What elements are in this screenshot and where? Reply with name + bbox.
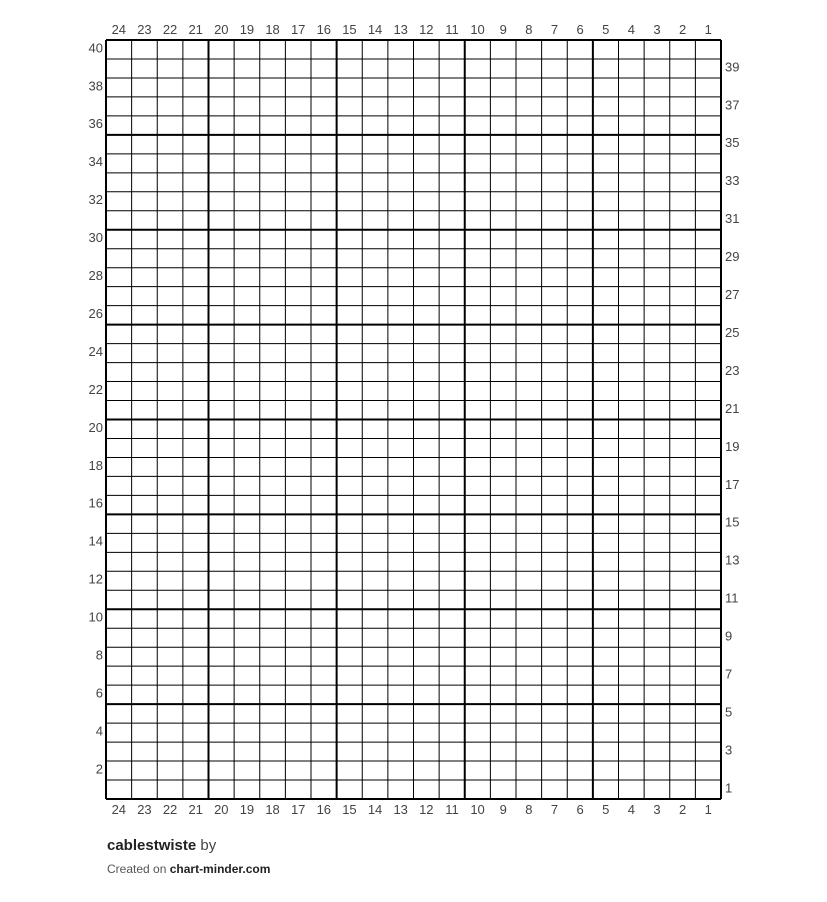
row-label-right: 3 [725, 742, 733, 758]
column-label-bottom: 11 [445, 802, 459, 817]
column-label-top: 3 [653, 22, 661, 37]
column-label-top: 16 [316, 22, 332, 37]
column-label-bottom: 13 [393, 802, 408, 817]
row-label-right: 29 [725, 249, 740, 265]
column-label-top: 18 [265, 22, 280, 37]
row-label-left: 14 [88, 533, 103, 549]
row-label-left: 38 [88, 78, 103, 94]
row-label-left: 32 [88, 192, 103, 208]
chart-footer [107, 836, 270, 878]
column-label-top: 10 [470, 22, 485, 37]
row-label-left: 8 [95, 647, 103, 663]
column-label-bottom: 24 [111, 802, 127, 817]
column-label-top: 19 [239, 22, 255, 37]
column-label-bottom: 6 [576, 802, 584, 817]
column-label-bottom: 15 [342, 802, 357, 817]
column-label-top: 8 [525, 22, 533, 37]
grid-lines [106, 40, 721, 799]
column-label-bottom: 4 [627, 802, 635, 817]
column-label-bottom: 10 [470, 802, 485, 817]
column-label-bottom: 8 [525, 802, 533, 817]
column-label-top: 21 [188, 22, 203, 37]
chart-by: by [200, 837, 217, 854]
row-label-left: 12 [88, 571, 103, 587]
row-label-left: 20 [88, 419, 103, 435]
column-label-top: 5 [602, 22, 610, 37]
row-label-right: 19 [725, 438, 740, 454]
column-label-bottom: 7 [550, 802, 559, 817]
chart-title-line [107, 836, 270, 856]
column-label-bottom: 23 [137, 802, 152, 817]
row-label-left: 18 [88, 457, 103, 473]
row-label-right: 25 [725, 324, 740, 340]
column-label-bottom: 21 [188, 802, 203, 817]
row-label-left: 30 [88, 230, 103, 246]
column-label-top: 23 [137, 22, 152, 37]
column-label-bottom: 17 [290, 802, 306, 817]
column-label-top: 11 [445, 22, 459, 37]
column-label-top: 9 [499, 22, 507, 37]
column-label-top: 1 [704, 22, 712, 37]
row-label-right: 11 [725, 590, 739, 606]
row-label-left: 34 [88, 154, 103, 170]
column-label-top: 15 [342, 22, 357, 37]
row-label-left: 6 [95, 685, 103, 701]
row-label-left: 40 [88, 40, 103, 56]
column-label-bottom: 18 [265, 802, 280, 817]
created-on-text: Created on [107, 862, 167, 876]
column-label-top: 20 [214, 22, 229, 37]
column-label-top: 22 [162, 22, 178, 37]
column-label-bottom: 3 [653, 802, 661, 817]
row-label-right: 15 [725, 514, 740, 530]
row-label-left: 36 [88, 116, 103, 132]
site-link[interactable]: chart-minder.com [169, 862, 271, 876]
row-label-right: 7 [725, 666, 733, 682]
row-label-left: 28 [88, 268, 103, 284]
row-label-left: 16 [88, 495, 103, 511]
column-label-top: 13 [393, 22, 408, 37]
column-label-bottom: 19 [239, 802, 255, 817]
credit-line [107, 860, 270, 878]
row-label-right: 35 [725, 135, 740, 151]
column-label-top: 14 [367, 22, 383, 37]
row-label-right: 27 [725, 287, 740, 303]
column-label-bottom: 1 [704, 802, 712, 817]
column-label-top: 2 [678, 22, 687, 37]
column-label-bottom: 14 [367, 802, 383, 817]
column-label-top: 6 [576, 22, 584, 37]
row-label-left: 10 [88, 609, 103, 625]
column-label-bottom: 2 [678, 802, 687, 817]
column-label-top: 17 [290, 22, 306, 37]
row-label-right: 5 [725, 704, 733, 720]
chart-title: cablestwiste [107, 837, 197, 854]
row-label-right: 37 [725, 97, 740, 113]
column-label-top: 24 [111, 22, 127, 37]
column-label-bottom: 12 [419, 802, 434, 817]
row-label-right: 13 [725, 552, 740, 568]
row-label-left: 24 [88, 343, 103, 359]
column-label-bottom: 5 [602, 802, 610, 817]
column-label-bottom: 16 [316, 802, 332, 817]
row-label-left: 26 [88, 305, 103, 321]
row-label-left: 4 [95, 723, 103, 739]
row-label-right: 1 [725, 780, 733, 796]
column-label-bottom: 22 [162, 802, 178, 817]
row-label-right: 39 [725, 59, 740, 75]
column-label-top: 12 [419, 22, 434, 37]
row-label-right: 9 [725, 628, 733, 644]
row-label-right: 17 [725, 476, 740, 492]
row-label-right: 21 [725, 400, 740, 416]
row-label-right: 33 [725, 173, 740, 189]
column-label-top: 4 [627, 22, 635, 37]
column-label-bottom: 9 [499, 802, 507, 817]
column-label-bottom: 20 [214, 802, 229, 817]
row-label-right: 31 [725, 211, 740, 227]
row-label-left: 2 [95, 761, 103, 777]
column-label-top: 7 [550, 22, 559, 37]
row-label-right: 23 [725, 362, 740, 378]
row-label-left: 22 [88, 381, 103, 397]
